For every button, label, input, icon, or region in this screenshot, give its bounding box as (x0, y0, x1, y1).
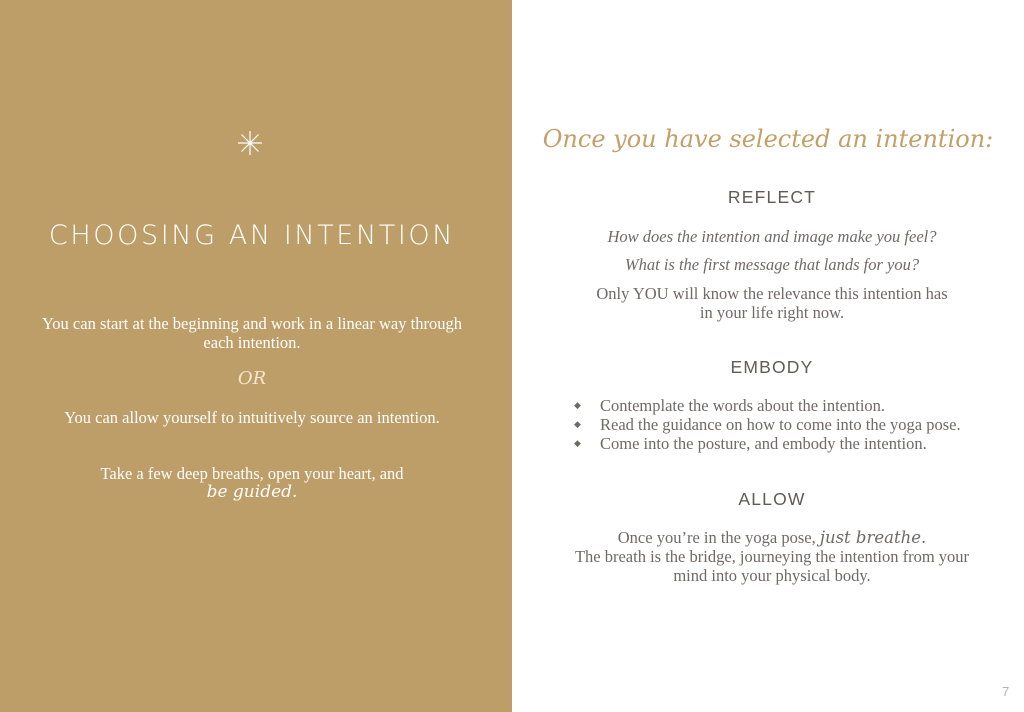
sparkle-star-icon (237, 130, 263, 156)
right-panel (512, 0, 1024, 712)
guided-script: be guided. (206, 482, 298, 502)
reflect-heading: REFLECT (727, 187, 817, 207)
page-number: 7 (1002, 684, 1010, 699)
list-item (574, 434, 961, 453)
diamond-bullet-icon: ◆ (574, 438, 581, 448)
intro-paragraph: You can start at the beginning and work in a linear way through each intention. (42, 314, 462, 352)
embody-item-1: Contemplate the words about the intention. (600, 396, 886, 415)
allow-line-2: The breath is the bridge, journeying the intention from your (574, 547, 970, 566)
embody-item-2: Read the guidance on how to come into the yoga pose. (600, 415, 961, 434)
reflect-line-2: in your life right now. (699, 303, 845, 322)
allow-line-1-text: Once you’re in the yoga pose, (617, 528, 816, 547)
embody-item-3: Come into the posture, and embody the intention. (600, 434, 927, 453)
list-item (574, 396, 961, 415)
reflect-question-2: What is the first message that lands for you? (624, 255, 920, 274)
embody-heading: EMBODY (730, 357, 814, 377)
reflect-question-1: How does the intention and image make you feel? (607, 227, 937, 246)
section-title: Once you have selected an intention: (542, 125, 994, 153)
allow-text (520, 528, 1024, 585)
guided-paragraph (40, 464, 464, 502)
allow-heading: ALLOW (738, 489, 806, 509)
diamond-bullet-icon: ◆ (574, 400, 581, 410)
reflect-text (520, 284, 1024, 322)
allow-line-1 (520, 528, 1024, 547)
diamond-bullet-icon: ◆ (574, 419, 581, 429)
allow-line-1-script: just breathe. (819, 528, 927, 547)
embody-list (574, 396, 961, 453)
allow-line-3: mind into your physical body. (673, 566, 871, 585)
or-divider: OR (237, 368, 267, 389)
intuitive-paragraph: You can allow yourself to intuitively source an intention. (64, 408, 440, 427)
page-title: CHOOSING AN INTENTION (48, 220, 456, 251)
reflect-line-1: Only YOU will know the relevance this intention has (596, 284, 948, 303)
list-item (574, 415, 961, 434)
guided-text: Take a few deep breaths, open your heart, and (100, 464, 404, 483)
